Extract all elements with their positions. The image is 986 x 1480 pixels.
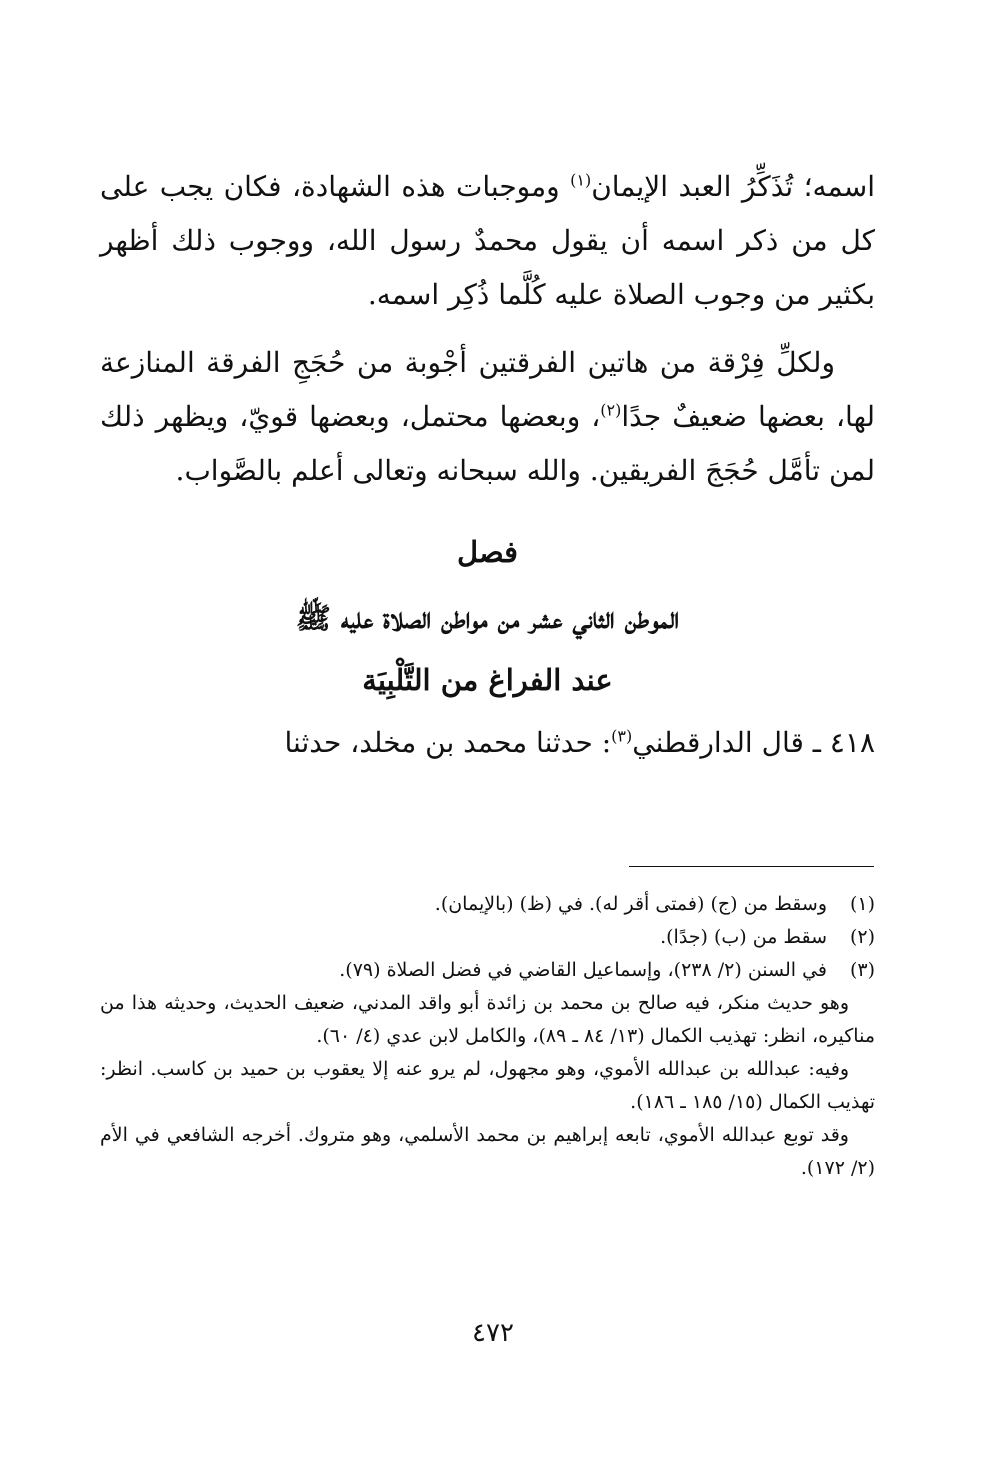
footnote-1 [100, 888, 875, 921]
paragraph-1-text-start: اسمه؛ تُذَكِّرُ العبد الإيمان [591, 170, 875, 203]
footnote-3-continuation-3: وقد توبع عبدالله الأموي، تابعه إبراهيم بن محمد الأسلمي، وهو متروك. أخرجه الشافعي في الأم (٢/ ١٧٢). [100, 1124, 875, 1179]
chapter-title: الموطن الثاني عشر من مواطن الصلاة عليه ﷺ [295, 601, 680, 635]
footnote-3-number: (٣) [849, 959, 875, 981]
hadith-418 [100, 716, 875, 770]
paragraph-2-text-end: ، وبعضها محتمل، وبعضها قويّ، ويظهر ذلك لمن تأمَّل حُجَجَ الفريقين. والله سبحانه وتعالى أعلم بالصَّواب. [100, 400, 875, 487]
footnote-2-text: سقط من (ب) (جدًا). [660, 926, 827, 948]
footnote-separator [629, 866, 874, 867]
hadith-text-end: : حدثنا محمد بن مخلد، حدثنا [284, 726, 612, 759]
chapter-subtitle: عند الفراغ من التَّلْبِيَة [362, 663, 613, 697]
paragraph-1-text-end: وموجبات هذه الشهادة، فكان يجب على كل من ذكر اسمه أن يقول محمدٌ رسول الله، ووجوب ذلك أظهر بكثير من وجوب الصلاة عليه كُلَّما ذُكِر اسمه. [100, 170, 875, 311]
footnote-3-continuation-1: وهو حديث منكر، فيه صالح بن محمد بن زائدة أبو واقد المدني، ضعيف الحديث، وحديثه هذا من مناكيره، انظر: تهذيب الكمال (١٣/ ٨٤ ـ ٨٩)، والكامل لابن عدي (٤/ ٦٠). [100, 992, 875, 1047]
footnotes [100, 888, 875, 1185]
footnote-ref-3[interactable]: (٣) [611, 726, 633, 746]
footnote-3 [100, 954, 875, 987]
hadith-text-start: ٤١٨ ـ قال الدارقطني [632, 726, 875, 759]
footnote-2-number: (٢) [849, 926, 875, 948]
paragraph-2-text-start: ولكلِّ فِرْقة من هاتين الفرقتين أجْوبة من حُجَجِ الفرقة المنازعة لها، بعضها ضعيفٌ جدًا [100, 346, 876, 433]
paragraph-2 [100, 336, 875, 498]
footnote-2 [100, 921, 875, 954]
main-text [100, 160, 875, 770]
page-number: ٤٧٢ [472, 1318, 514, 1348]
paragraph-1 [100, 160, 875, 322]
section-heading: فصل [457, 535, 518, 569]
footnote-ref-2[interactable]: (٢) [600, 400, 622, 420]
footnote-3-text: في السنن (٢/ ٢٣٨)، وإسماعيل القاضي في فضل الصلاة (٧٩). [339, 959, 827, 981]
footnote-1-text: وسقط من (ج) (فمتى أقر له). في (ظ) (بالإيمان). [434, 893, 827, 915]
footnote-3-continuation-2: وفيه: عبدالله بن عبدالله الأموي، وهو مجهول، لم يرو عنه إلا يعقوب بن حميد بن كاسب. انظر: تهذيب الكمال (١٥/ ١٨٥ ـ ١٨٦). [100, 1058, 875, 1113]
footnote-ref-1[interactable]: (١) [570, 170, 592, 190]
footnote-1-number: (١) [849, 893, 875, 915]
